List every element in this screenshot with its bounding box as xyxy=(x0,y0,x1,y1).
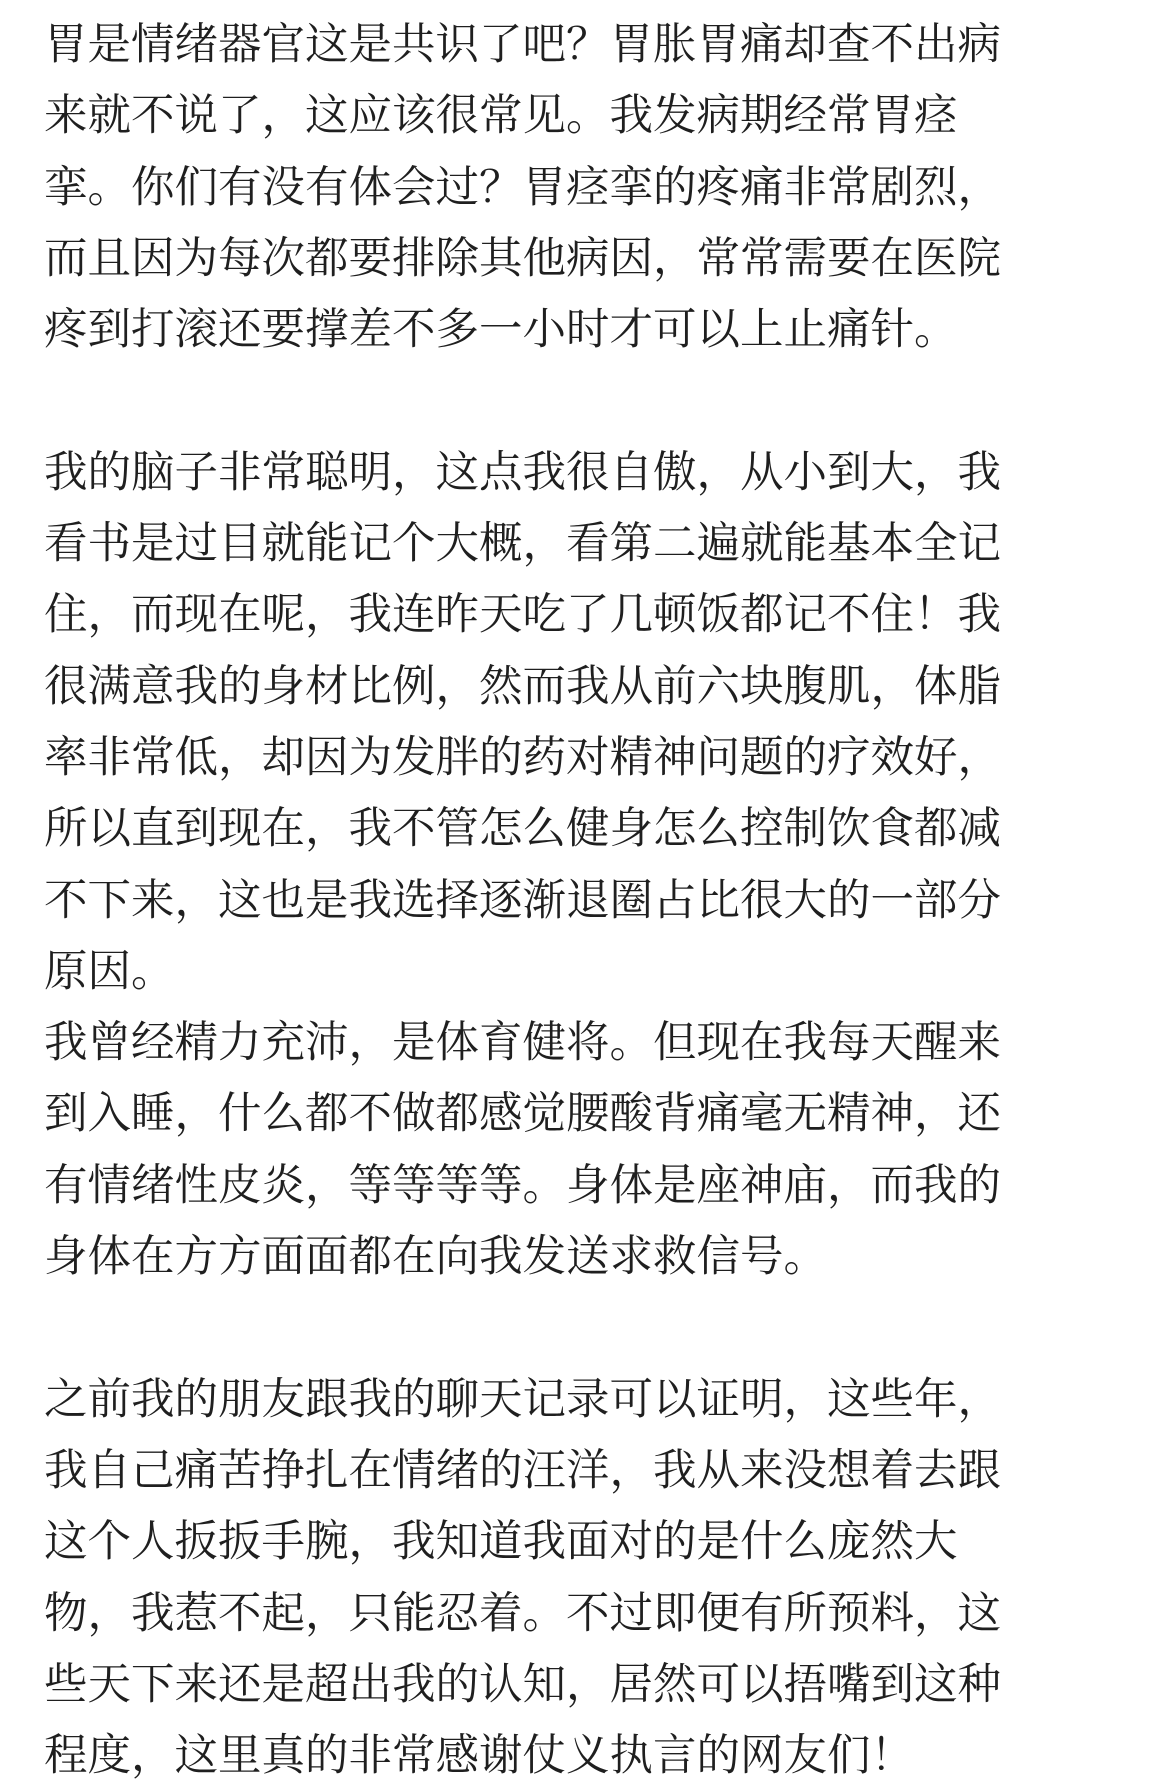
text-line: 我自己痛苦挣扎在情绪的汪洋，我从来没想着去跟 xyxy=(44,1445,1001,1496)
text-line: 之前我的朋友跟我的聊天记录可以证明，这些年， xyxy=(44,1374,1001,1425)
text-line: 而且因为每次都要排除其他病因，常常需要在医院 xyxy=(44,233,1001,284)
text-line: 程度，这里真的非常感谢仗义执言的网友们！ xyxy=(44,1731,914,1782)
text-line: 所以直到现在，我不管怎么健身怎么控制饮食都减 xyxy=(44,804,1001,855)
paragraph-spacer xyxy=(44,1293,1134,1364)
text-line: 胃是情绪器官这是共识了吧？胃胀胃痛却查不出病 xyxy=(44,20,1001,70)
paragraph-stomach xyxy=(44,10,1134,366)
text-line: 物，我惹不起，只能忍着。不过即便有所预料，这 xyxy=(44,1588,1001,1639)
text-line: 疼到打滚还要撑差不多一小时才可以上止痛针。 xyxy=(44,305,958,356)
text-line: 些天下来还是超出我的认知，居然可以捂嘴到这种 xyxy=(44,1659,1001,1710)
paragraph-spacer xyxy=(44,366,1134,437)
text-line: 我曾经精力充沛，是体育健将。但现在我每天醒来 xyxy=(44,1018,1001,1069)
text-line: 率非常低，却因为发胖的药对精神问题的疗效好， xyxy=(44,732,1001,783)
paragraph-energy xyxy=(44,1008,1134,1293)
text-line: 身体在方方面面都在向我发送求救信号。 xyxy=(44,1232,827,1283)
text-line: 有情绪性皮炎，等等等等。身体是座神庙，而我的 xyxy=(44,1160,1001,1211)
text-line: 到入睡，什么都不做都感觉腰酸背痛毫无精神，还 xyxy=(44,1089,1001,1140)
text-line: 很满意我的身材比例，然而我从前六块腹肌，体脂 xyxy=(44,661,1001,712)
text-line: 原因。 xyxy=(44,946,175,997)
text-line: 这个人扳扳手腕，我知道我面对的是什么庞然大 xyxy=(44,1517,958,1568)
text-line: 看书是过目就能记个大概，看第二遍就能基本全记 xyxy=(44,519,1001,570)
paragraph-memory-body xyxy=(44,438,1134,1008)
text-line: 来就不说了，这应该很常见。我发病期经常胃痉 xyxy=(44,91,958,142)
text-line: 住，而现在呢，我连昨天吃了几顿饭都记不住！我 xyxy=(44,590,1001,641)
text-line: 挛。你们有没有体会过？胃痉挛的疼痛非常剧烈， xyxy=(44,162,1001,213)
paragraph-gratitude xyxy=(44,1365,1134,1792)
text-line: 不下来，这也是我选择逐渐退圈占比很大的一部分 xyxy=(44,875,1001,926)
text-line: 我的脑子非常聪明，这点我很自傲，从小到大，我 xyxy=(44,447,1001,498)
article-body xyxy=(44,10,1134,1792)
